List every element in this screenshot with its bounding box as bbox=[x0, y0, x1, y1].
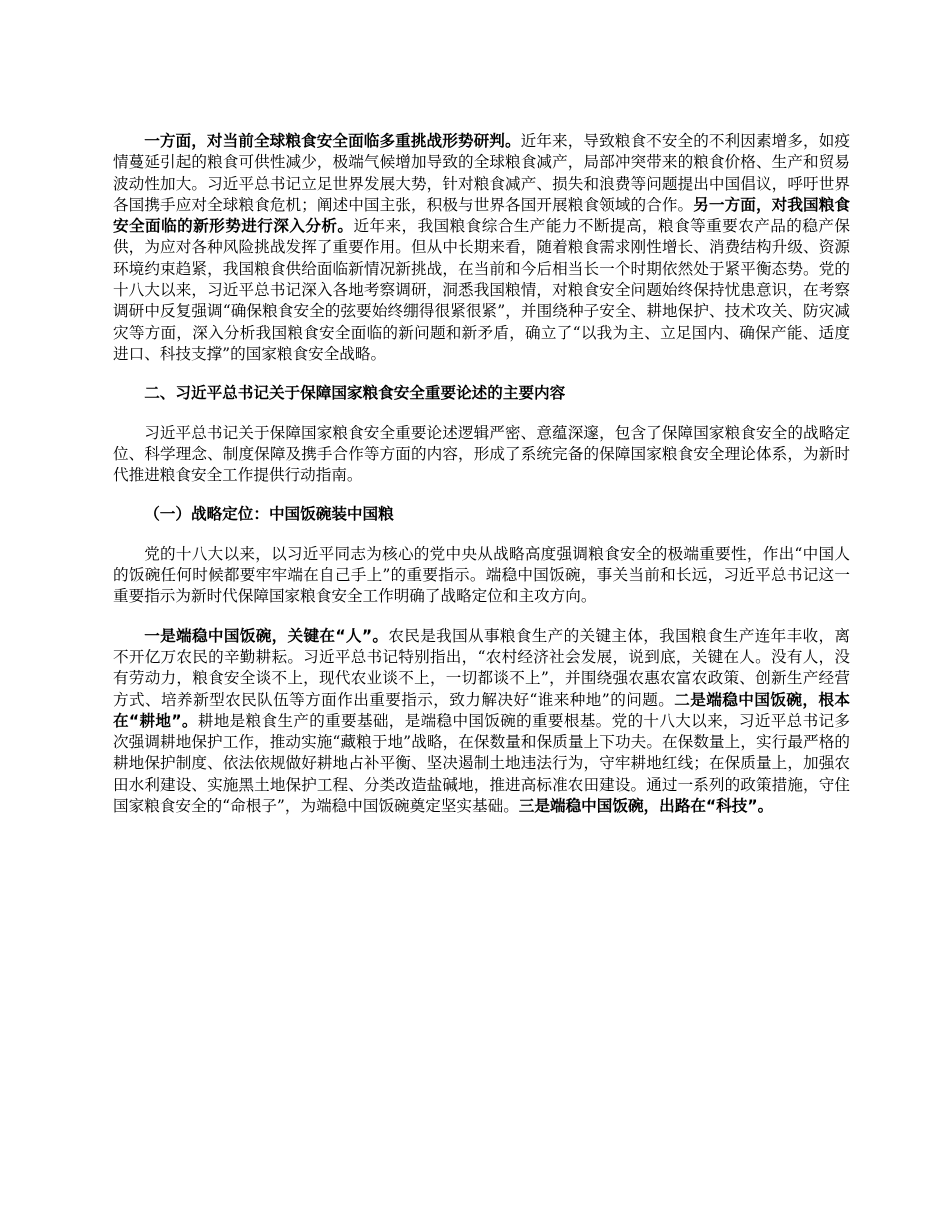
paragraph-text: 近年来，我国粮食综合生产能力不断提高，粮食等重要农产品的稳产保供，为应对各种风险挑战发挥了重要作用。但从中长期来看，随着粮食需求刚性增长、消费结构升级、资源环境约束趋紧，我国粮食供给面临新情况新挑战，在当前和今后相当长一个时期依然处于紧平衡态势。党的十八大以来，习近平总书记深入各地考察调研，洞悉我国粮情，对粮食安全问题始终保持忧患意识，在考察调研中反复强调“确保粮食安全的弦要始终绷得很紧很紧”，并围绕种子安全、耕地保护、技术攻关、防灾减灾等方面，深入分析我国粮食安全面临的新问题和新矛盾，确立了“以我为主、立足国内、确保产能、适度进口、科技支撑”的国家粮食安全战略。 bbox=[113, 217, 850, 363]
paragraph-text: 近年来，导致粮食不安全的不利因素增多，如疫情蔓延引起的粮食可供性减少，极端气候增加导致的全球粮食减产，局部冲突带来的粮食价格、生产和贸易波动性加大。习近平总书记立足世界发展大势，针对粮食减产、损失和浪费等问题提出中国倡议，呼吁世界各国携手应对全球粮食危机；阐述中国主张，积极与世界各国开展粮食领域的合作。 bbox=[113, 132, 850, 214]
section-heading-2: 二、习近平总书记关于保障国家粮食安全重要论述的主要内容 bbox=[144, 384, 566, 403]
spacer bbox=[113, 526, 850, 544]
bold-lead-second-aspect: 另一方面，对我国粮食安全面临的新形势进行深入分析。 bbox=[113, 195, 850, 236]
paragraph-global-situation bbox=[113, 131, 850, 365]
spacer bbox=[113, 486, 850, 504]
paragraph-text: 耕地是粮食生产的重要基础，是端稳中国饭碗的重要根基。党的十八大以来，习近平总书记多次强调耕地保护工作，推动实施“藏粮于地”战略，在保数量和保质量上下功夫。在保数量上，实行最严格的耕地保护制度、依法依规做好耕地占补平衡、坚决遏制土地违法行为，守牢耕地红线；在保质量上，加强农田水利建设、实施黑土地保护工程、分类改造盐碱地，推进高标准农田建设。通过一系列的政策措施，守住国家粮食安全的“命根子”，为端稳中国饭碗奠定坚实基础。 bbox=[113, 711, 850, 816]
paragraph-overview: 习近平总书记关于保障国家粮食安全重要论述逻辑严密、意蕴深邃，包含了保障国家粮食安全的战略定位、科学理念、制度保障及携手合作等方面的内容，形成了系统完备的保障国家粮食安全理论体系，为新时代推进粮食安全工作提供行动指南。 bbox=[113, 423, 850, 485]
bold-lead-point-technology: 三是端稳中国饭碗，出路在“科技”。 bbox=[518, 797, 774, 816]
paragraph-text: 农民是我国从事粮食生产的关键主体，我国粮食生产连年丰收，离不开亿万农民的辛勤耕耘。习近平总书记特别指出，“农村经济社会发展，说到底，关键在人。没有人，没有劳动力，粮食安全谈不上，现代农业谈不上，一切都谈不上”，并围绕强农惠农富农政策、创新生产经营方式、培养新型农民队伍等方面作出重要指示，致力解决好“谁来种地”的问题。 bbox=[113, 626, 850, 709]
spacer bbox=[113, 405, 850, 423]
document-page bbox=[113, 131, 850, 817]
spacer bbox=[113, 365, 850, 383]
paragraph-three-points bbox=[113, 626, 850, 818]
subsection-heading-1: （一）战略定位：中国饭碗装中国粮 bbox=[144, 505, 394, 524]
bold-lead-first-aspect: 一方面，对当前全球粮食安全面临多重挑战形势研判。 bbox=[144, 132, 521, 150]
spacer bbox=[113, 608, 850, 626]
bold-lead-point-people: 一是端稳中国饭碗，关键在“人”。 bbox=[144, 626, 389, 645]
bold-lead-point-farmland: 二是端稳中国饭碗，根本在“耕地”。 bbox=[113, 690, 850, 730]
paragraph-strategic-position: 党的十八大以来，以习近平同志为核心的党中央从战略高度强调粮食安全的极端重要性，作出“中国人的饭碗任何时候都要牢牢端在自己手上”的重要指示。端稳中国饭碗，事关当前和长远，习近平总书记这一重要指示为新时代保障国家粮食安全工作明确了战略定位和主攻方向。 bbox=[113, 544, 850, 606]
